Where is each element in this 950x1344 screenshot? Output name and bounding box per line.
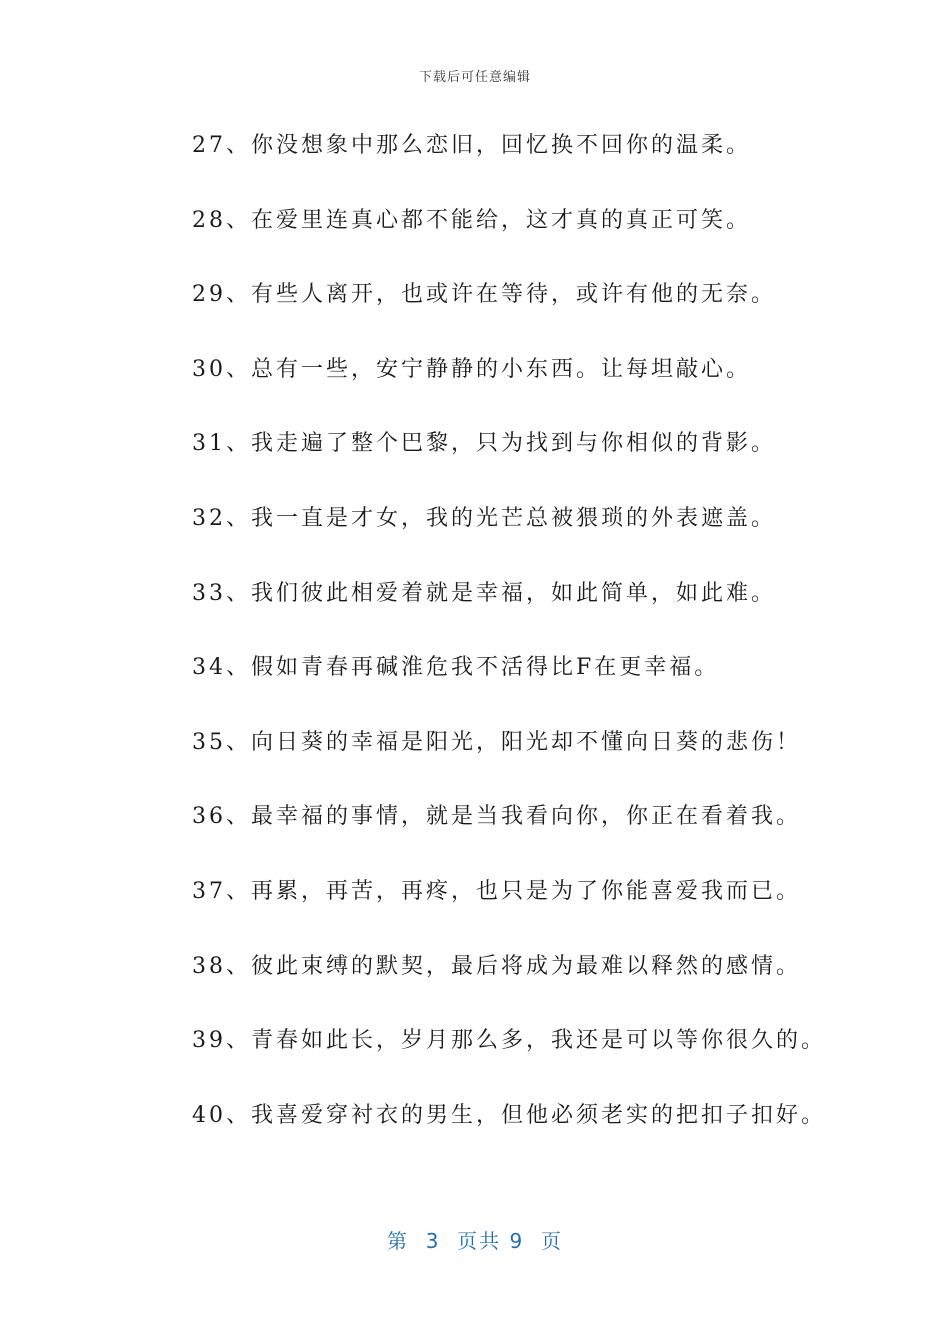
quote-line: 35、向日葵的幸福是阳光，阳光却不懂向日葵的悲伤！	[192, 729, 801, 755]
quote-line: 33、我们彼此相爱着就是幸福，如此简单，如此难。	[192, 580, 776, 606]
quote-line: 34、假如青春再碱淮危我不活得比F在更幸福。	[192, 655, 720, 681]
quote-line: 36、最幸福的事情，就是当我看向你，你正在看着我。	[192, 804, 801, 830]
quote-line: 28、在爱里连真心都不能给，这才真的真正可笑。	[192, 207, 751, 233]
quote-line: 40、我喜爱穿衬衣的男生，但他必须老实的把扣子扣好。	[192, 1102, 826, 1128]
quote-line: 32、我一直是才女，我的光芒总被猥琐的外表遮盖。	[192, 505, 776, 531]
quote-line: 37、再累，再苦，再疼，也只是为了你能喜爱我而已。	[192, 878, 801, 904]
page-footer	[0, 1225, 950, 1254]
quote-line: 39、青春如此长，岁月那么多，我还是可以等你很久的。	[192, 1028, 826, 1054]
page-header-note: 下载后可任意编辑	[418, 70, 531, 85]
quote-list	[192, 130, 892, 1174]
page-number-text: 第 3 页共 9 页	[387, 1229, 563, 1253]
quote-line: 38、彼此束缚的默契，最后将成为最难以释然的感情。	[192, 953, 801, 979]
quote-line: 30、总有一些，安宁静静的小东西。让每坦敲心。	[192, 356, 751, 382]
quote-line: 31、我走遍了整个巴黎，只为找到与你相似的背影。	[192, 431, 776, 457]
quote-line: 27、你没想象中那么恋旧，回忆换不回你的温柔。	[192, 133, 751, 158]
quote-line: 29、有些人离开，也或许在等待，或许有他的无奈。	[192, 282, 776, 308]
